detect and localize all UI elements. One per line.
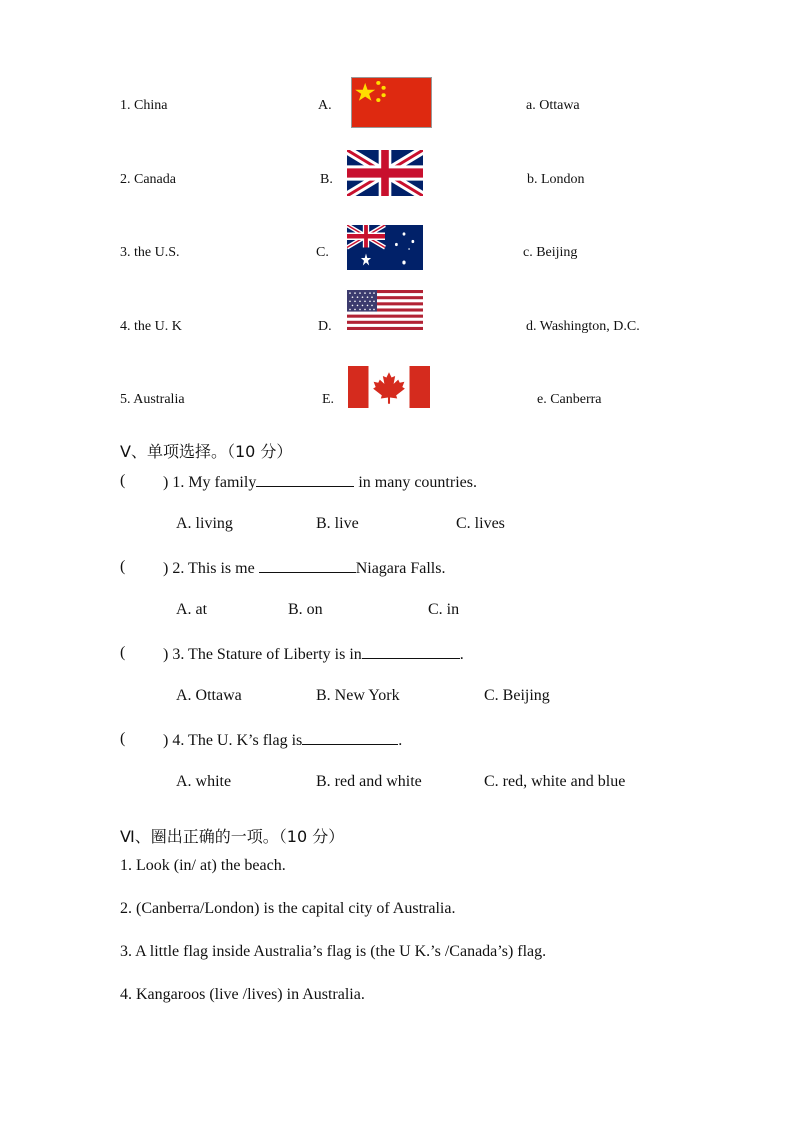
option[interactable]: A. at (176, 601, 208, 618)
flag-letter: B. (320, 172, 333, 187)
question-4 (163, 730, 402, 750)
question-text-after: . (459, 646, 464, 663)
country-label: 5. Australia (120, 392, 185, 407)
option[interactable]: B. red and white (316, 773, 422, 790)
uk-flag-icon (347, 150, 423, 196)
city-label: d. Washington, D.C. (526, 319, 640, 334)
option[interactable]: C. Beijing (484, 687, 550, 704)
answer-blank[interactable] (302, 730, 398, 745)
answer-paren-open: ( (120, 730, 126, 747)
question-text-after: in many countries. (354, 474, 477, 491)
question-text: ) 1. My family (163, 474, 257, 491)
answer-blank[interactable] (256, 472, 354, 487)
question-1 (163, 472, 477, 492)
section-v-title: Ⅴ、单项选择。（10 分） (120, 442, 293, 461)
city-label: c. Beijing (523, 245, 578, 260)
circle-item[interactable]: 2. (Canberra/London) is the capital city of Australia. (120, 900, 456, 917)
option[interactable]: B. live (316, 515, 359, 532)
question-text-after: Niagara Falls. (355, 560, 446, 577)
canada-flag-icon (348, 366, 430, 408)
city-label: a. Ottawa (526, 98, 580, 113)
china-flag-icon (351, 77, 432, 128)
option[interactable]: B. on (288, 601, 323, 618)
question-3 (163, 644, 464, 664)
option[interactable]: C. lives (456, 515, 505, 532)
circle-item[interactable]: 4. Kangaroos (live /lives) in Australia. (120, 986, 365, 1003)
flag-letter: D. (318, 319, 332, 334)
answer-blank[interactable] (362, 644, 460, 659)
circle-item[interactable]: 3. A little flag inside Australia’s flag is (the U K.’s /Canada’s) flag. (120, 943, 547, 960)
country-label: 4. the U. K (120, 319, 182, 334)
option[interactable]: A. living (176, 515, 233, 532)
country-label: 2. Canada (120, 172, 176, 187)
option[interactable]: C. in (428, 601, 460, 618)
answer-paren-open: ( (120, 644, 126, 661)
flag-letter: E. (322, 392, 335, 407)
city-label: e. Canberra (537, 392, 602, 407)
answer-paren-open: ( (120, 472, 126, 489)
option[interactable]: C. red, white and blue (484, 773, 626, 790)
circle-item[interactable]: 1. Look (in/ at) the beach. (120, 857, 286, 874)
flag-letter: A. (318, 98, 332, 113)
country-label: 3. the U.S. (120, 245, 180, 260)
option[interactable]: A. Ottawa (176, 687, 242, 704)
australia-flag-icon (347, 225, 423, 270)
question-2 (163, 558, 445, 578)
question-text: ) 3. The Stature of Liberty is in (163, 646, 362, 663)
usa-flag-icon (347, 290, 423, 330)
question-text: ) 4. The U. K’s flag is (163, 732, 303, 749)
answer-blank[interactable] (259, 558, 356, 573)
option[interactable]: B. New York (316, 687, 400, 704)
section-vi-title: Ⅵ、圈出正确的一项。（10 分） (120, 827, 345, 846)
option[interactable]: A. white (176, 773, 232, 790)
country-label: 1. China (120, 98, 168, 113)
question-text: ) 2. This is me (163, 560, 259, 577)
city-label: b. London (527, 172, 585, 187)
question-text-after: . (398, 732, 403, 749)
answer-paren-open: ( (120, 558, 126, 575)
flag-letter: C. (316, 245, 329, 260)
